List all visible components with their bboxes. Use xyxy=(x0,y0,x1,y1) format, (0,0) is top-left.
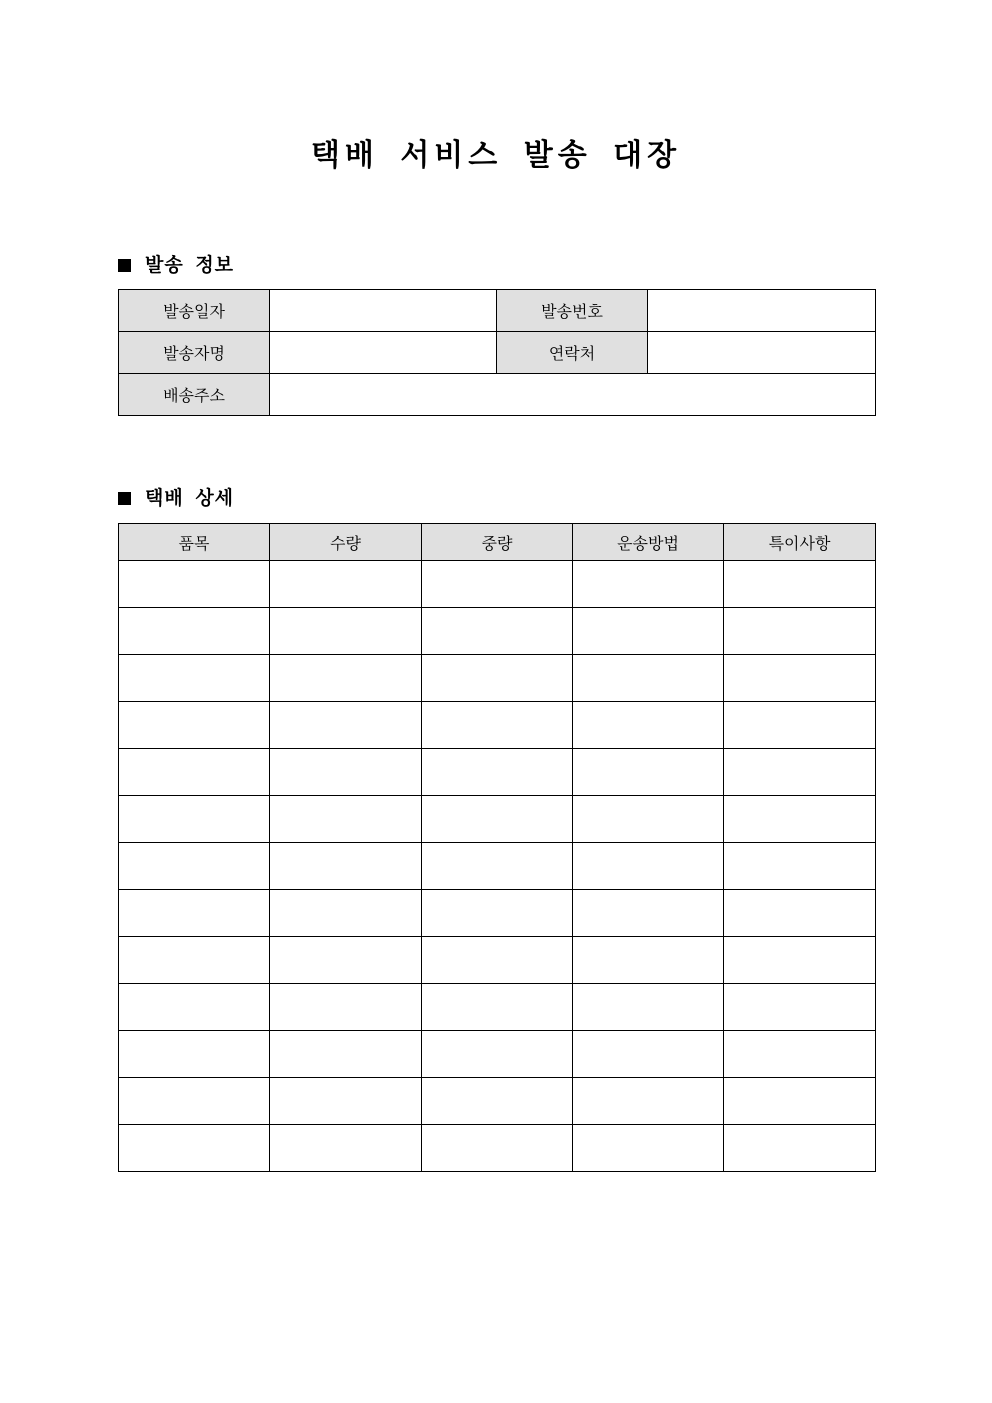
cell-shipping-method[interactable] xyxy=(573,608,724,655)
table-body xyxy=(119,561,876,1172)
cell-quantity[interactable] xyxy=(270,1078,422,1125)
cell-remarks[interactable] xyxy=(724,890,876,937)
table-header-row xyxy=(119,524,876,561)
value-send-date[interactable] xyxy=(270,290,497,332)
black-square-icon xyxy=(118,259,131,272)
send-info-row xyxy=(119,290,876,332)
cell-quantity[interactable] xyxy=(270,890,422,937)
cell-shipping-method[interactable] xyxy=(573,655,724,702)
column-header-item: 품목 xyxy=(119,524,270,561)
column-header-shipping-method: 운송방법 xyxy=(573,524,724,561)
cell-remarks[interactable] xyxy=(724,655,876,702)
cell-weight[interactable] xyxy=(422,984,573,1031)
table-row xyxy=(119,984,876,1031)
value-send-number[interactable] xyxy=(648,290,876,332)
cell-weight[interactable] xyxy=(422,1125,573,1172)
cell-quantity[interactable] xyxy=(270,984,422,1031)
cell-item[interactable] xyxy=(119,796,270,843)
table-row xyxy=(119,1031,876,1078)
cell-weight[interactable] xyxy=(422,561,573,608)
table-row xyxy=(119,655,876,702)
cell-weight[interactable] xyxy=(422,608,573,655)
table-row xyxy=(119,702,876,749)
cell-weight[interactable] xyxy=(422,937,573,984)
cell-weight[interactable] xyxy=(422,796,573,843)
label-contact: 연락처 xyxy=(497,332,648,374)
cell-weight[interactable] xyxy=(422,655,573,702)
cell-remarks[interactable] xyxy=(724,749,876,796)
cell-remarks[interactable] xyxy=(724,843,876,890)
cell-shipping-method[interactable] xyxy=(573,890,724,937)
cell-shipping-method[interactable] xyxy=(573,561,724,608)
cell-quantity[interactable] xyxy=(270,937,422,984)
send-info-table xyxy=(118,289,876,416)
cell-remarks[interactable] xyxy=(724,1078,876,1125)
send-info-row xyxy=(119,332,876,374)
cell-item[interactable] xyxy=(119,890,270,937)
cell-weight[interactable] xyxy=(422,1031,573,1078)
cell-weight[interactable] xyxy=(422,1078,573,1125)
table-row xyxy=(119,890,876,937)
cell-shipping-method[interactable] xyxy=(573,1125,724,1172)
cell-weight[interactable] xyxy=(422,890,573,937)
cell-shipping-method[interactable] xyxy=(573,1031,724,1078)
cell-remarks[interactable] xyxy=(724,702,876,749)
send-info-row xyxy=(119,374,876,416)
table-row xyxy=(119,608,876,655)
cell-remarks[interactable] xyxy=(724,1125,876,1172)
cell-item[interactable] xyxy=(119,608,270,655)
cell-quantity[interactable] xyxy=(270,1125,422,1172)
cell-weight[interactable] xyxy=(422,702,573,749)
cell-shipping-method[interactable] xyxy=(573,702,724,749)
cell-item[interactable] xyxy=(119,843,270,890)
cell-weight[interactable] xyxy=(422,843,573,890)
cell-item[interactable] xyxy=(119,1031,270,1078)
section-heading-text: 택배 상세 xyxy=(145,487,235,509)
label-send-date: 발송일자 xyxy=(119,290,270,332)
cell-remarks[interactable] xyxy=(724,937,876,984)
cell-shipping-method[interactable] xyxy=(573,984,724,1031)
cell-quantity[interactable] xyxy=(270,561,422,608)
cell-shipping-method[interactable] xyxy=(573,843,724,890)
cell-remarks[interactable] xyxy=(724,608,876,655)
cell-remarks[interactable] xyxy=(724,561,876,608)
section-heading-text: 발송 정보 xyxy=(145,254,235,276)
value-contact[interactable] xyxy=(648,332,876,374)
cell-item[interactable] xyxy=(119,749,270,796)
column-header-remarks: 특이사항 xyxy=(724,524,876,561)
cell-quantity[interactable] xyxy=(270,796,422,843)
cell-quantity[interactable] xyxy=(270,843,422,890)
cell-weight[interactable] xyxy=(422,749,573,796)
cell-shipping-method[interactable] xyxy=(573,749,724,796)
page-title: 택배 서비스 발송 대장 xyxy=(310,138,682,173)
value-delivery-address[interactable] xyxy=(270,374,876,416)
cell-shipping-method[interactable] xyxy=(573,1078,724,1125)
cell-quantity[interactable] xyxy=(270,1031,422,1078)
cell-item[interactable] xyxy=(119,1078,270,1125)
cell-quantity[interactable] xyxy=(270,608,422,655)
parcel-detail-table xyxy=(118,523,876,1172)
table-row xyxy=(119,843,876,890)
cell-item[interactable] xyxy=(119,984,270,1031)
table-row xyxy=(119,749,876,796)
cell-shipping-method[interactable] xyxy=(573,796,724,843)
black-square-icon xyxy=(118,492,131,505)
cell-item[interactable] xyxy=(119,655,270,702)
cell-quantity[interactable] xyxy=(270,749,422,796)
column-header-quantity: 수량 xyxy=(270,524,422,561)
label-sender-name: 발송자명 xyxy=(119,332,270,374)
label-delivery-address: 배송주소 xyxy=(119,374,270,416)
section-heading-detail xyxy=(118,486,234,510)
cell-quantity[interactable] xyxy=(270,655,422,702)
cell-item[interactable] xyxy=(119,937,270,984)
cell-remarks[interactable] xyxy=(724,984,876,1031)
table-row xyxy=(119,1078,876,1125)
cell-remarks[interactable] xyxy=(724,796,876,843)
table-row xyxy=(119,937,876,984)
value-sender-name[interactable] xyxy=(270,332,497,374)
section-heading-send-info xyxy=(118,253,234,277)
table-row xyxy=(119,796,876,843)
cell-item[interactable] xyxy=(119,561,270,608)
table-row xyxy=(119,561,876,608)
cell-shipping-method[interactable] xyxy=(573,937,724,984)
table-row xyxy=(119,1125,876,1172)
column-header-weight: 중량 xyxy=(422,524,573,561)
cell-remarks[interactable] xyxy=(724,1031,876,1078)
label-send-number: 발송번호 xyxy=(497,290,648,332)
cell-item[interactable] xyxy=(119,702,270,749)
cell-quantity[interactable] xyxy=(270,702,422,749)
cell-item[interactable] xyxy=(119,1125,270,1172)
